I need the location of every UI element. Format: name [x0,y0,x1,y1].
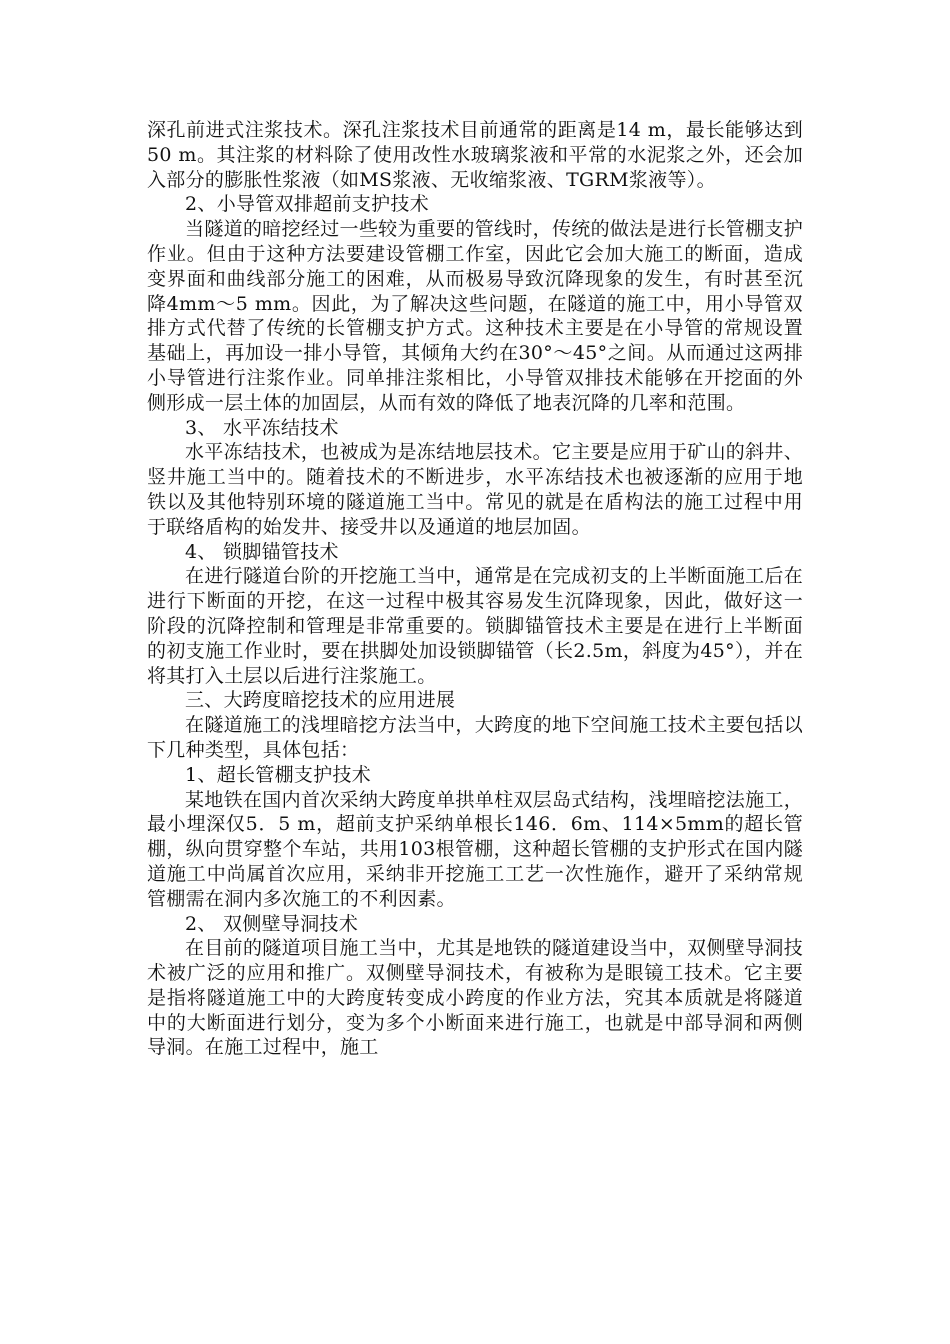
paragraph-ultra-long-pipe-roof: 某地铁在国内首次采纳大跨度单拱单柱双层岛式结构，浅埋暗挖法施工，最小埋深仅5．5 m，超前支护采纳单根长146．6m、114×5mm的超长管棚，纵向贯穿整个车站，共用103根管棚，这种超长管棚的支护形式在国内隧道施工中尚属首次应用，采纳非开挖施工工艺一次性施作，避开了采纳常规管棚需在洞内多次施工的不利因素。 [147,788,803,910]
heading-large-span-section: 三、大跨度暗挖技术的应用进展 [185,689,456,712]
heading-double-row-small-pipe: 2、小导管双排超前支护技术 [185,193,429,216]
paragraph-foot-lock-anchor: 在进行隧道台阶的开挖施工当中，通常是在完成初支的上半断面施工后在进行下断面的开挖，在这一过程中极其容易发生沉降现象，因此，做好这一阶段的沉降控制和管理是非常重要的。锁脚锚管技术主要是在进行上半断面的初支施工作业时，要在拱脚处加设锁脚锚管（长2.5m，斜度为45°），并在将其打入土层以后进行注浆施工。 [147,565,803,687]
paragraph-double-row-small-pipe: 当隧道的暗挖经过一些较为重要的管线时，传统的做法是进行长管棚支护作业。但由于这种方法要建设管棚工作室，因此它会加大施工的断面，造成变界面和曲线部分施工的困难，从而极易导致沉降现象的发生，有时甚至沉降4mm～5 mm。因此，为了解决这些问题，在隧道的施工中，用小导管双排方式代替了传统的长管棚支护方式。这种技术主要是在小导管的常规设置基础上，再加设一排小导管，其倾角大约在30°～45°之间。从而通过这两排小导管进行注浆作业。同单排注浆相比，小导管双排技术能够在开挖面的外侧形成一层土体的加固层，从而有效的降低了地表沉降的几率和范围。 [147,218,803,414]
heading-foot-lock-anchor: 4、 锁脚锚管技术 [185,540,339,563]
heading-horizontal-freezing: 3、 水平冻结技术 [185,416,339,439]
document-body [147,118,803,1060]
heading-double-side-drift: 2、 双侧壁导洞技术 [185,912,359,935]
paragraph-horizontal-freezing: 水平冻结技术，也被成为是冻结地层技术。它主要是应用于矿山的斜井、竖井施工当中的。随着技术的不断进步，水平冻结技术也被逐渐的应用于地铁以及其他特别环境的隧道施工当中。常见的就是在盾构法的施工过程中用于联络盾构的始发井、接受井以及通道的地层加固。 [147,441,803,538]
heading-ultra-long-pipe-roof: 1、超长管棚支护技术 [185,763,372,786]
paragraph-deep-hole-grouting: 深孔前进式注浆技术。深孔注浆技术目前通常的距离是14 m，最长能够达到50 m。其注浆的材料除了使用改性水玻璃浆液和平常的水泥浆之外，还会加入部分的膨胀性浆液（如MS浆液、无收缩浆液、TGRM浆液等）。 [147,119,803,191]
paragraph-double-side-drift: 在目前的隧道项目施工当中，尤其是地铁的隧道建设当中，双侧壁导洞技术被广泛的应用和推广。双侧壁导洞技术，有被称为是眼镜工技术。它主要是指将隧道施工中的大跨度转变成小跨度的作业方法，究其本质就是将隧道中的大断面进行划分，变为多个小断面来进行施工，也就是中部导洞和两侧导洞。在施工过程中，施工 [147,937,803,1059]
paragraph-large-span-intro: 在隧道施工的浅埋暗挖方法当中，大跨度的地下空间施工技术主要包括以下几种类型，具体包括： [147,714,803,761]
